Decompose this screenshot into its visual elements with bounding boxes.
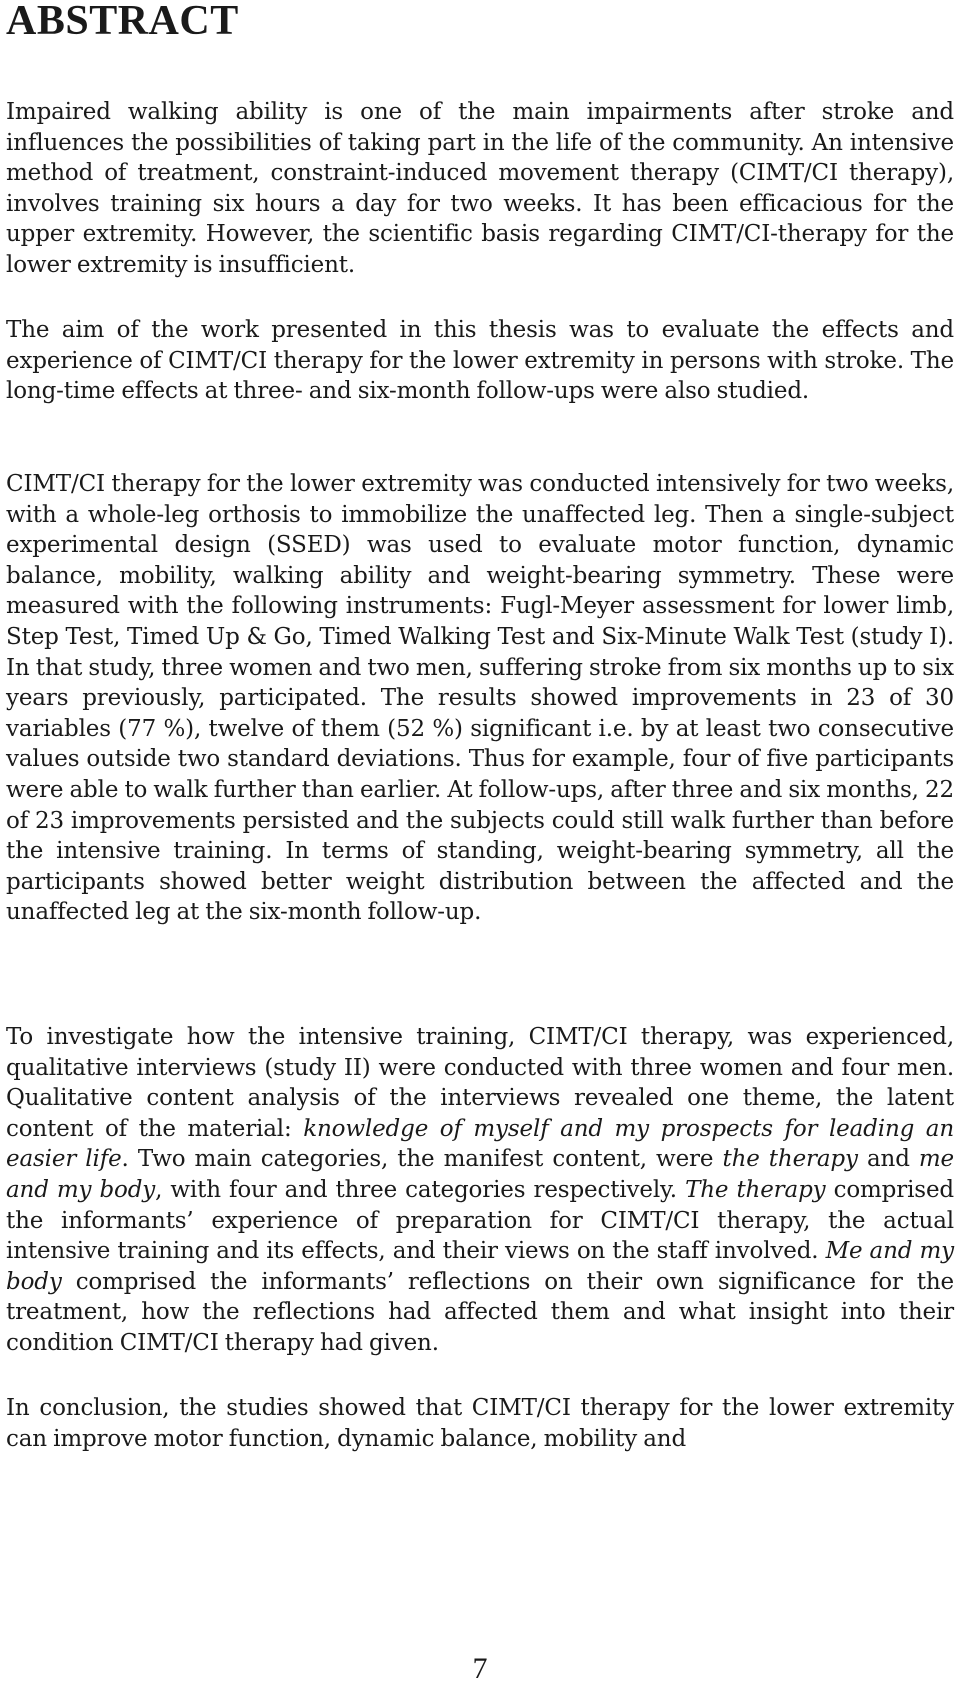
text-segment: To investigate how the intensive training, CIMT/CI therapy, was experienced, qualitative interviews (study II) were conducted with three women and four men. Qualitative content analysis of the interviews revealed one theme, the latent content of the material: [6,1024,954,1142]
paragraph-conclusion: In conclusion, the studies showed that CIMT/CI therapy for the lower extremity can improve motor function, dynamic balance, mobility and [6,1395,954,1452]
italic-segment: Me and my body [6,1238,954,1295]
page-number: 7 [472,1652,488,1685]
paragraph-study-two [6,1022,954,1359]
italic-segment: knowledge of myself and my prospects for leading an easier life [6,1115,954,1173]
document-page [6,0,955,1452]
text-segment: comprised the informants’ reflections on their own significance for the treatment, how the reflections had affected them and what insight into their condition CIMT/CI therapy had given. [6,1268,954,1356]
paragraph-study-one: CIMT/CI therapy for the lower extremity was conducted intensively for two weeks, with a whole-leg orthosis to immobilize the unaffected leg. Then a single-subject experimental design (SSED) was used to evaluate motor function, dynamic balance, mobility, walking ability and weight-bearing symmetry. These were measured with the following instruments: Fugl-Meyer assessment for lower limb, Step Test, Timed Up & Go, Timed Walking Test and Six-Minute Walk Test (study I). In that study, three women and two men, suffering stroke from six months up to six years previously, participated. The results showed improvements in 23 of 30 variables (77 %), twelve of them (52 %) significant i.e. by at least two consecutive values outside two standard deviations. Thus for example, four of five participants were able to walk further than earlier. At follow-ups, after three and six months, 22 of 23 improvements persisted and the subjects could still walk further than before the intensive training. In terms of standing, weight-bearing symmetry, all the participants showed better weight distribution between the affected and the unaffected leg at the six-month follow-up. [6,471,954,926]
italic-segment: me and my body [6,1146,955,1203]
paragraph-aim: The aim of the work presented in this thesis was to evaluate the effects and experience of CIMT/CI therapy for the lower extremity in persons with stroke. The long-time effects at three- and six-month follow-ups were also studied. [6,317,954,405]
italic-segment: The therapy [685,1176,826,1203]
text-segment: , with four and three categories respectively. [155,1176,686,1203]
text-segment: comprised the informants’ experience of preparation for CIMT/CI therapy, the actual intensive training and its effects, and their views on the staff involved. [6,1176,954,1265]
page-title: ABSTRACT [6,0,239,44]
paragraph-intro: Impaired walking ability is one of the main impairments after stroke and influences the possibilities of taking part in the life of the community. An intensive method of treatment, constraint-induced movement therapy (CIMT/CI therapy), involves training six hours a day for two weeks. It has been efficacious for the upper extremity. However, the scientific basis regarding CIMT/CI-therapy for the lower extremity is insufficient. [6,99,954,278]
text-segment: and [857,1146,919,1173]
italic-segment: the therapy [722,1146,858,1173]
text-segment: . Two main categories, the manifest content, were [121,1146,723,1173]
